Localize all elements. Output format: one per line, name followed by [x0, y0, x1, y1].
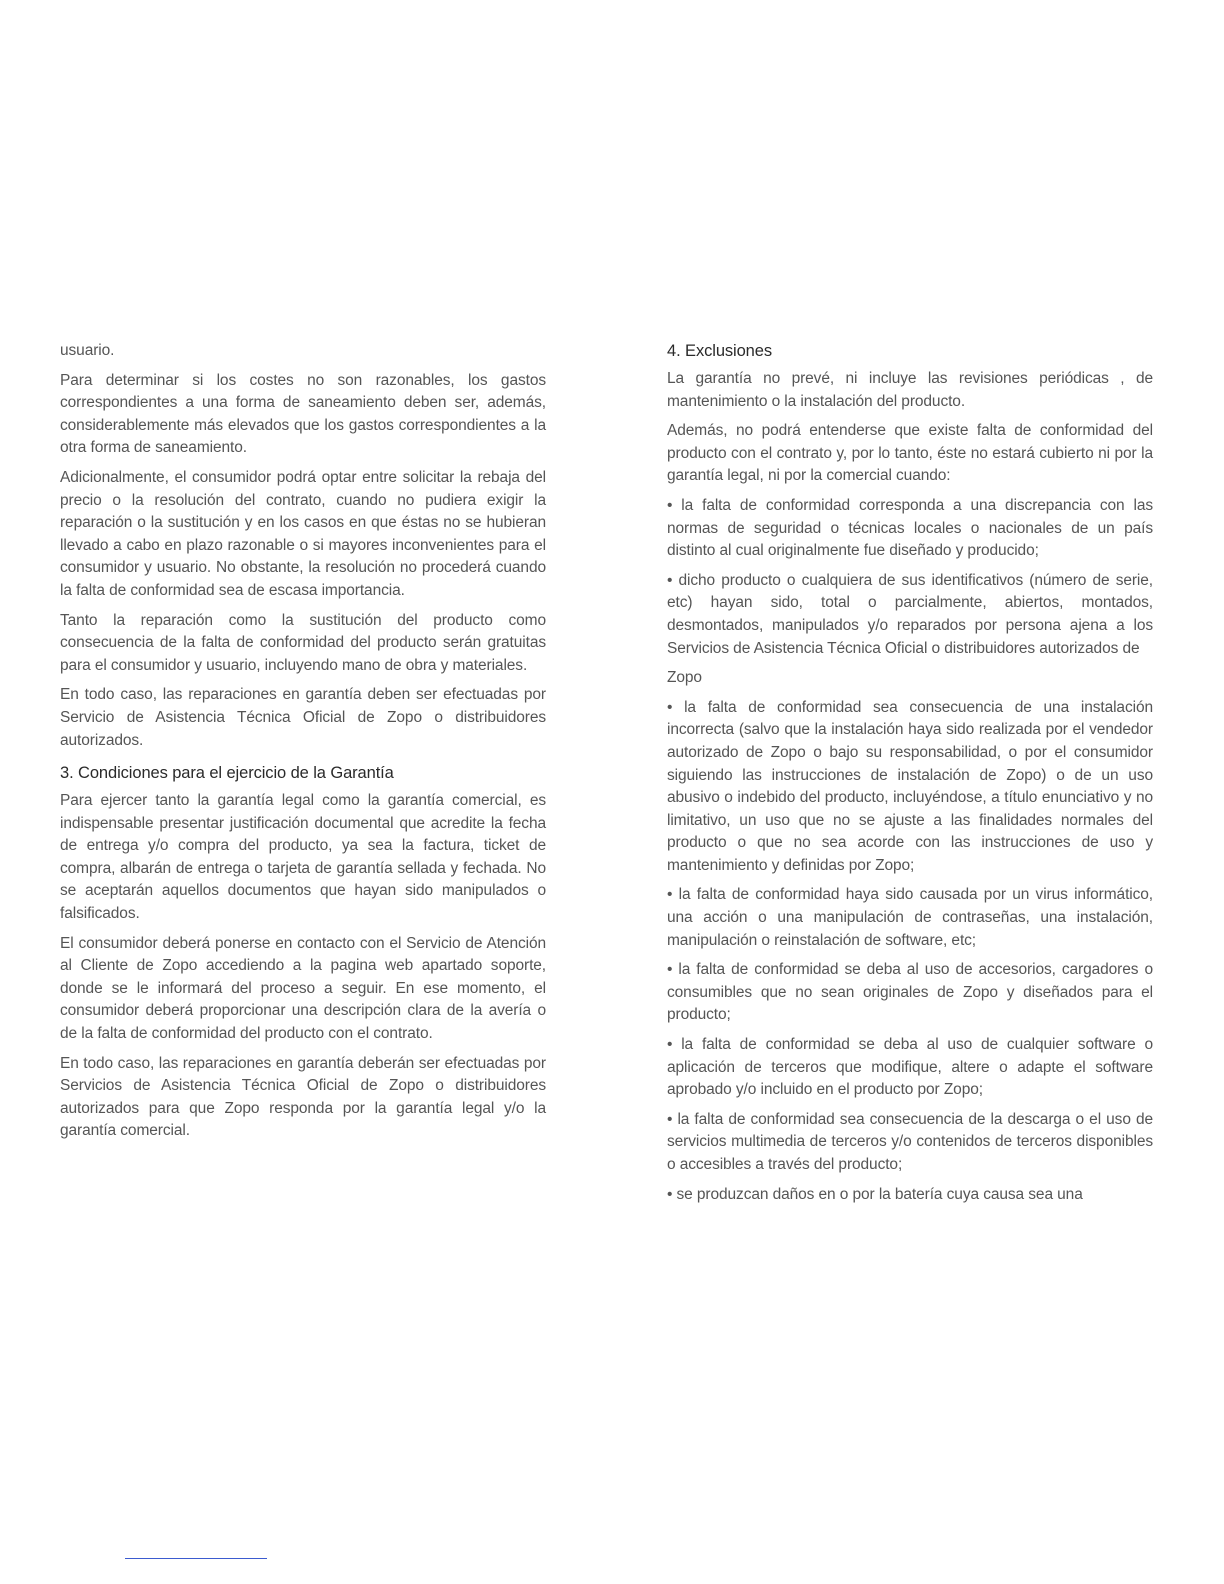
section-heading-conditions: 3. Condiciones para el ejercicio de la Garantía: [60, 764, 394, 783]
paragraph-maintenance: La garantía no prevé, ni incluye las revisiones periódicas , de mantenimiento o la instalación del producto.: [667, 370, 1153, 410]
left-column: [60, 340, 546, 1150]
exclusion-item-tampering: • dicho producto o cualquiera de sus identificativos (número de serie, etc) hayan sido, total o parcialmente, abiertos, montados, desmontados, manipulados y/o reparados por persona ajena a los Servicios de Asistencia Técnica Oficial o distribuidores autorizados de: [667, 571, 1153, 657]
right-column: [667, 340, 1153, 1213]
paragraph-continuation: usuario.: [60, 342, 115, 359]
exclusion-item-software: • la falta de conformidad haya sido causada por un virus informático, una acción o una manipulación de contraseñas, una instalación, manipulación o reinstalación de software, etc;: [667, 886, 1153, 949]
exclusion-item-third-party-apps: • la falta de conformidad se deba al uso de cualquier software o aplicación de terceros que modifique, altere o adapte el software aprobado y/o incluido en el producto por Zopo;: [667, 1036, 1153, 1099]
paragraph-authorized-repairs: En todo caso, las reparaciones en garantía deben ser efectuadas por Servicio de Asistencia Técnica Oficial de Zopo o distribuidores autorizados.: [60, 686, 546, 749]
exclusion-item-battery: • se produzcan daños en o por la batería cuya causa sea una: [667, 1185, 1083, 1203]
exclusion-item-safety-norms: • la falta de conformidad corresponda a una discrepancia con las normas de seguridad o técnicas locales o nacionales de un país distinto al cual originalmente fue diseñado y producido;: [667, 496, 1153, 560]
paragraph-contact-support: El consumidor deberá ponerse en contacto con el Servicio de Atención al Cliente de Zopo accediendo a la pagina web apartado soporte, donde se le informará del proceso a seguir. En ese momento, el consumidor deberá proporcionar una descripción clara de la avería o de la falta de conformidad del producto con el contrato.: [60, 934, 546, 1043]
paragraph-price-reduction: Adicionalmente, el consumidor podrá optar entre solicitar la rebaja del precio o la resolución del contrato, cuando no pudiera exigir la reparación o la sustitución y en los casos en que éstas no se hubieran llevado a cabo en plazo razonable o si mayores inconvenientes para el consumidor y usuario. No obstante, la resolución no procederá cuando la falta de conformidad sea de escasa importancia.: [60, 468, 546, 599]
exclusion-item-tampering-cont: Zopo: [667, 669, 702, 687]
paragraph-costs: Para determinar si los costes no son razonables, los gastos correspondientes a una forma de saneamiento deben ser, además, considerablemente más elevados que los gastos correspondientes a la otra forma de saneamiento.: [60, 371, 546, 457]
paragraph-documentation: Para ejercer tanto la garantía legal como la garantía comercial, es indispensable presentar justificación documental que acredite la fecha de entrega y/o compra del producto, ya sea la factura, ticket de compra, albarán de entrega o tarjeta de garantía sellada y fechada. No se aceptarán aquellos documentos que hayan sido manipulados o falsificados.: [60, 792, 546, 923]
section-heading-exclusions: 4. Exclusiones: [667, 342, 772, 360]
footnote-divider: [125, 1558, 267, 1559]
paragraph-official-service: En todo caso, las reparaciones en garantía deberán ser efectuadas por Servicios de Asistencia Técnica Oficial de Zopo o distribuidores autorizados para que Zopo responda por la garantía legal y/o la garantía comercial.: [60, 1054, 546, 1140]
exclusion-item-installation: • la falta de conformidad sea consecuencia de una instalación incorrecta (salvo que la instalación haya sido realizada por el vendedor autorizado de Zopo o bajo su responsabilidad, o por el consumidor siguiendo las instrucciones de instalación de Zopo) o de un uso abusivo o indebido del producto, incluyéndose, a título enunciativo y no limitativo, un uso que no se ajuste a las finalidades normales del producto o que no sea acorde con las instrucciones de uso y mantenimiento y definidas por Zopo;: [667, 698, 1153, 874]
exclusion-item-multimedia: • la falta de conformidad sea consecuencia de la descarga o el uso de servicios multimedia de terceros y/o contenidos de terceros disponibles o accesibles a través del producto;: [667, 1110, 1153, 1173]
exclusion-item-accessories: • la falta de conformidad se deba al uso de accesorios, cargadores o consumibles que no sean originales de Zopo y diseñados para el producto;: [667, 961, 1153, 1024]
paragraph-free-repair: Tanto la reparación como la sustitución del producto como consecuencia de la falta de conformidad del producto serán gratuitas para el consumidor y usuario, incluyendo mano de obra y materiales.: [60, 611, 546, 674]
paragraph-not-covered-intro: Además, no podrá entenderse que existe falta de conformidad del producto con el contrato y, por lo tanto, éste no estará cubierto ni por la garantía legal, ni por la comercial cuando:: [667, 422, 1153, 485]
